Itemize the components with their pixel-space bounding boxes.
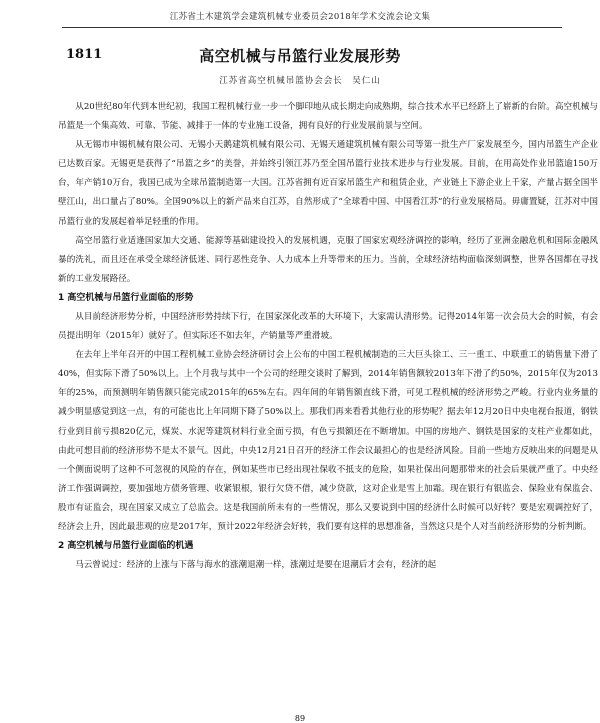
paragraph: 马云曾说过：经济的上涨与下落与海水的涨潮退潮一样，涨潮过是要在退潮后才会有，经济的起 [75, 560, 437, 571]
paragraph: 从无锡市申锡机械有限公司、无锡小天鹅建筑机械有限公司、无锡天通建筑机械有限公司等第一批生产厂家发展至今，国内吊篮生产企业已达数百家。无锡更是获得了“吊篮之乡”的美誉，并始终引领江苏乃至全国吊篮行业技术进步与行业发展。目前，在用高处作业吊篮逾150万台，年产销10万台，我国已成为全球吊篮制造第一大国。江苏省拥有近百家吊篮生产和租赁企业，产业链上下游企业上千家，产量占据全国半壁江山，出口量占了80%。全国90%以上的新产品来自江苏，自然形成了“全球看中国、中国看江苏”的行业发展格局。毋庸置疑，江苏对中国吊篮行业的发展起着举足轻重的作用。 [58, 140, 598, 227]
running-header: 江苏省土木建筑学会建筑机械专业委员会2018年学术交流会论文集 [169, 12, 431, 22]
page-number: 89 [294, 714, 306, 723]
paragraph: 高空吊篮行业适逢国家加大交通、能源等基础建设投入的发展机遇，克服了国家宏观经济调控的影响，经历了亚洲金融危机和国际金融风暴的洗礼，而且还在承受全球经济低迷、同行恶性竞争、人力成本上升等带来的压力。当前，全球经济结构面临深刻调整，世界各国都在寻找新的工业发展路径。 [58, 235, 598, 284]
section-heading: 1 高空机械与吊篮行业面临的形势 [58, 292, 194, 303]
paragraph: 从20世纪80年代到本世纪初，我国工程机械行业一步一个脚印地从成长期走向成熟期，综合技术水平已经跻上了崭新的台阶。高空机械与吊篮是一个集高效、可靠、节能、减排于一体的专业施工设备，拥有良好的行业发展前景与空间。 [58, 102, 598, 132]
section-heading: 2 高空机械与吊篮行业面临的机遇 [58, 541, 194, 552]
header-rule [62, 27, 562, 28]
paragraph: 从目前经济形势分析，中国经济形势持续下行，在国家深化改革的大环境下，大家需认清形势。记得2014年第一次会员大会的时候，有会员提出明年（2015年）就好了。但实际还不如去年，产销量等严重滑坡。 [58, 311, 598, 342]
paragraph: 在去年上半年召开的中国工程机械工业协会经济研讨会上公布的中国工程机械制造的三大巨头徐工、三一重工、中联重工的销售量下滑了40%，但实际下滑了50%以上。上个月我与其中一个公司的经理交谈时了解到，2014年销售额较2013年下滑了约50%，2015年仅为2013年的25%，而预测明年销售额只能完成2015年的65%左右。四年间的年销售额直线下滑，可见工程机械的经济形势之严峻。行业内业务量的减少明显感觉到这一点，有的可能也比上年同期下降了50%以上。那我们再来看看其他行业的形势呢？据去年12月20日中央电视台报道，钢铁行业到目前亏损820亿元，煤炭、水泥等建筑材料行业全面亏损，有色亏损额还在不断增加。中国的房地产、钢铁是国家的支柱产业都如此，由此可想目前的经济形势不是太不景气。因此，中央12月21日召开的经济工作会议最担心的也是经济风险。目前一些地方反映出来的问题是从一个侧面说明了这种不可忽视的风险的存在，例如某些市已经出现社保收不抵支的危险，如果社保出问题那带来的社会后果就严重了。中央经济工作强调调控，要加强地方债务管理、收紧银根，银行欠贷不借，减少贷款，这对企业是雪上加霜。现在银行有银监会、保险业有保监会、股市有证监会，现在国家又成立了总监会。这是我国前所未有的一些情况，那么又要说到中国的经济什么时候可以好转？要是宏观调控好了，经济会上升，因此最悲观的应是2017年，预计2022年经济会好转，我们要有这样的思想准备，当然这只是个人对当前经济形势的分析判断。 [58, 350, 598, 532]
paper-title: 高空机械与吊篮行业发展形势 [199, 47, 401, 65]
article-body [58, 98, 598, 575]
paper-number: 1811 [66, 47, 103, 62]
paper-author: 江苏省高空机械吊篮协会会长 吴仁山 [219, 76, 381, 86]
